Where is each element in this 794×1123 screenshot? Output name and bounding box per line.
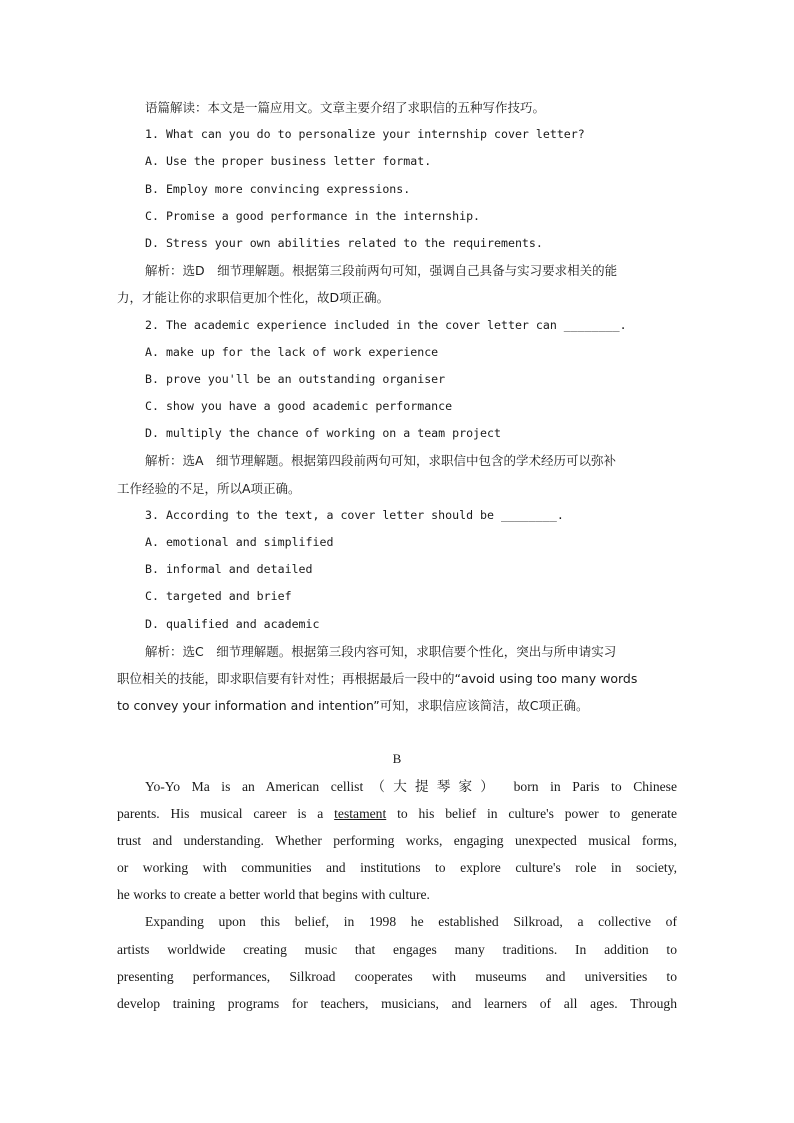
question-3-analysis-line-2: 职位相关的技能，即求职信要有针对性；再根据最后一段中的“avoid using too many words xyxy=(117,670,638,686)
passage-p2-line-3: presenting performances, Silkroad cooperates with museums and universities to xyxy=(117,968,677,984)
passage-p2-line-1: Expanding upon this belief, in 1998 he established Silkroad, a collective of xyxy=(145,914,677,930)
underlined-word-testament: testament xyxy=(334,805,387,821)
question-3-option-a: A. emotional and simplified xyxy=(145,535,334,549)
passage-p1-line-3: trust and understanding. Whether performing works, engaging unexpected musical forms, xyxy=(117,832,677,848)
question-1-analysis-line-2: 力，才能让你的求职信更加个性化，故D项正确。 xyxy=(117,290,390,306)
passage-p1-line-2-post: to his belief in culture's power to generate xyxy=(386,805,677,821)
passage-p1-line-2-pre: parents. His musical career is a xyxy=(117,805,335,821)
question-1-option-d: D. Stress your own abilities related to the requirements. xyxy=(145,235,543,250)
question-1-option-b: B. Employ more convincing expressions. xyxy=(145,181,411,196)
question-2-analysis-line-1: 解析：选A 细节理解题。根据第四段前两句可知，求职信中包含的学术经历可以弥补 xyxy=(145,453,617,469)
question-3-stem: 3. According to the text, a cover letter should be ________. xyxy=(145,507,564,522)
section-b-title: B xyxy=(392,751,402,767)
question-3-option-c: C. targeted and brief xyxy=(145,589,292,604)
question-1-analysis-line-1: 解析：选D 细节理解题。根据第三段前两句可知，强调自己具备与实习要求相关的能 xyxy=(145,263,618,279)
passage-p1-line-4: or working with communities and institutions to explore culture's role in society, xyxy=(117,860,677,876)
question-2-option-b: B. prove you'll be an outstanding organiser xyxy=(145,371,446,386)
question-3-option-b: B. informal and detailed xyxy=(145,562,313,577)
question-1-option-a: A. Use the proper business letter format. xyxy=(145,154,432,169)
question-1-stem: 1. What can you do to personalize your internship cover letter? xyxy=(145,127,585,142)
question-3-analysis-line-3: to convey your information and intention”可知，求职信应该简洁，故C项正确。 xyxy=(117,698,589,714)
question-2-option-a: A. make up for the lack of work experience xyxy=(145,344,439,359)
question-2-option-c: C. show you have a good academic performance xyxy=(145,399,453,414)
passage-p1-line-2 xyxy=(117,800,677,827)
passage-p2-line-4: develop training programs for teachers, musicians, and learners of all ages. Through xyxy=(117,996,677,1011)
question-1-option-c: C. Promise a good performance in the internship. xyxy=(145,208,481,223)
question-2-analysis-line-2: 工作经验的不足，所以A项正确。 xyxy=(117,480,301,496)
passage-p1-line-1: Yo-Yo Ma is an American cellist（大提琴家） born in Paris to Chinese xyxy=(145,778,677,794)
reading-note: 语篇解读：本文是一篇应用文。文章主要介绍了求职信的五种写作技巧。 xyxy=(145,100,546,115)
question-3-analysis-line-1: 解析：选C 细节理解题。根据第三段内容可知，求职信要个性化，突出与所申请实习 xyxy=(145,643,617,659)
passage-p1-line-5: he works to create a better world that begins with culture. xyxy=(117,887,430,903)
document-page xyxy=(117,94,677,1017)
passage-p2-line-2: artists worldwide creating music that engages many traditions. In addition to xyxy=(117,941,677,957)
question-2-option-d: D. multiply the chance of working on a team project xyxy=(145,426,501,441)
question-2-stem: 2. The academic experience included in the cover letter can ________. xyxy=(145,317,627,332)
question-3-option-d: D. qualified and academic xyxy=(145,616,320,631)
